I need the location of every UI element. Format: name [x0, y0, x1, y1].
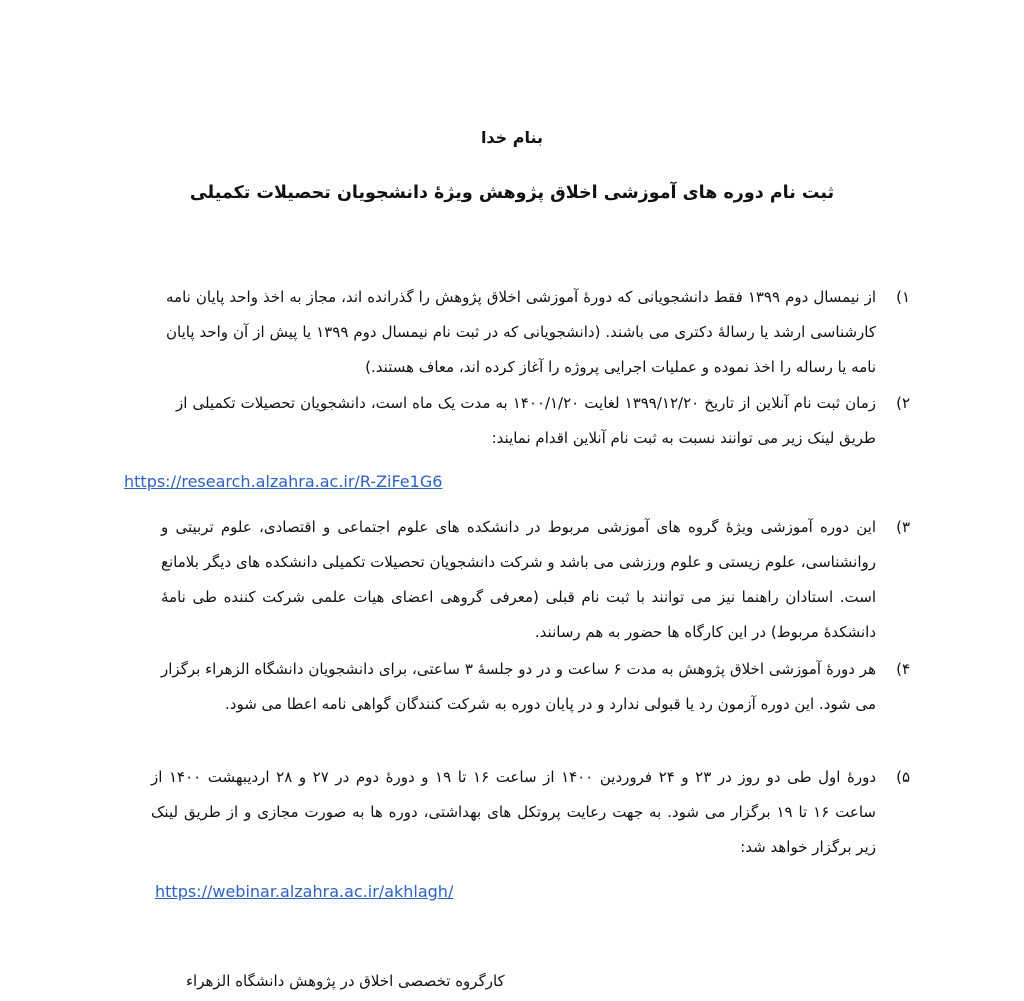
item-text: از نیمسال دوم ۱۳۹۹ فقط دانشجویانی که دورۀ آموزشی اخلاق پژوهش را گذرانده اند، مجاز به اخذ واحد پایان نامه کارشناسی ارشد یا رسالۀ دکتری می باشند. (دانشجویانی که در ثبت نام نیمسال دوم ۱۳۹۹ یا پیش از آن واحد پایان نامه یا رساله را اخذ نموده و عملیات اجرایی پروژه را آغاز کرده اند، معاف هستند.): [166, 288, 876, 376]
item-number: ۱): [896, 288, 910, 306]
item-text: هر دورۀ آموزشی اخلاق پژوهش به مدت ۶ ساعت و در دو جلسۀ ۳ ساعتی، برای دانشجویان دانشگاه الزهراء برگزار می شود. این دوره آزمون رد یا قبولی ندارد و در پایان دوره به شرکت کنندگان گواهی نامه اعطا می شود.: [161, 660, 876, 713]
list-item-2: [176, 386, 910, 456]
registration-link[interactable]: https://research.alzahra.ac.ir/R-ZiFe1G6: [124, 472, 443, 491]
signature: کارگروه تخصصی اخلاق در پژوهش دانشگاه الزهراء: [186, 972, 505, 990]
item-text: دورۀ اول طی دو روز در ۲۳ و ۲۴ فروردین ۱۴۰۰ از ساعت ۱۶ تا ۱۹ و دورۀ دوم در ۲۷ و ۲۸ اردیبهشت ۱۴۰۰ از ساعت ۱۶ تا ۱۹ برگزار می شود. به جهت رعایت پروتکل های بهداشتی، دوره ها به صورت مجازی و از طریق لینک زیر برگزار خواهد شد:: [151, 768, 876, 856]
list-item-1: [166, 280, 910, 385]
item-number: ۴): [896, 660, 910, 678]
item-number: ۵): [896, 768, 910, 786]
item-text: زمان ثبت نام آنلاین از تاریخ ۱۳۹۹/۱۲/۲۰ لغایت ۱۴۰۰/۱/۲۰ به مدت یک ماه است، دانشجویان تحصیلات تکمیلی از طریق لینک زیر می توانند نسبت به ثبت نام آنلاین اقدام نمایند:: [176, 394, 877, 447]
item-text: این دوره آموزشی ویژۀ گروه های آموزشی مربوط در دانشکده های علوم اجتماعی و اقتصادی، علوم تربیتی و روانشناسی، علوم زیستی و علوم ورزشی می باشد و شرکت دانشجویان تحصیلات تکمیلی دانشکده های دیگر بلامانع است. استادان راهنما نیز می توانند با ثبت نام قبلی (معرفی گروهی اعضای هیات علمی شرکت کننده طی نامۀ دانشکدۀ مربوط) در این کارگاه ها حضور به هم رسانند.: [161, 518, 876, 641]
document-title: ثبت نام دوره های آموزشی اخلاق پژوهش ویژۀ دانشجویان تحصیلات تکمیلی: [189, 183, 835, 203]
list-item-4: [161, 652, 910, 722]
list-item-5: [151, 760, 910, 865]
item-number: ۲): [896, 394, 910, 412]
document-heading: بنام خدا: [480, 128, 544, 147]
list-item-3: [161, 510, 910, 650]
webinar-link[interactable]: https://webinar.alzahra.ac.ir/akhlagh/: [155, 882, 454, 901]
item-number: ۳): [896, 518, 910, 536]
